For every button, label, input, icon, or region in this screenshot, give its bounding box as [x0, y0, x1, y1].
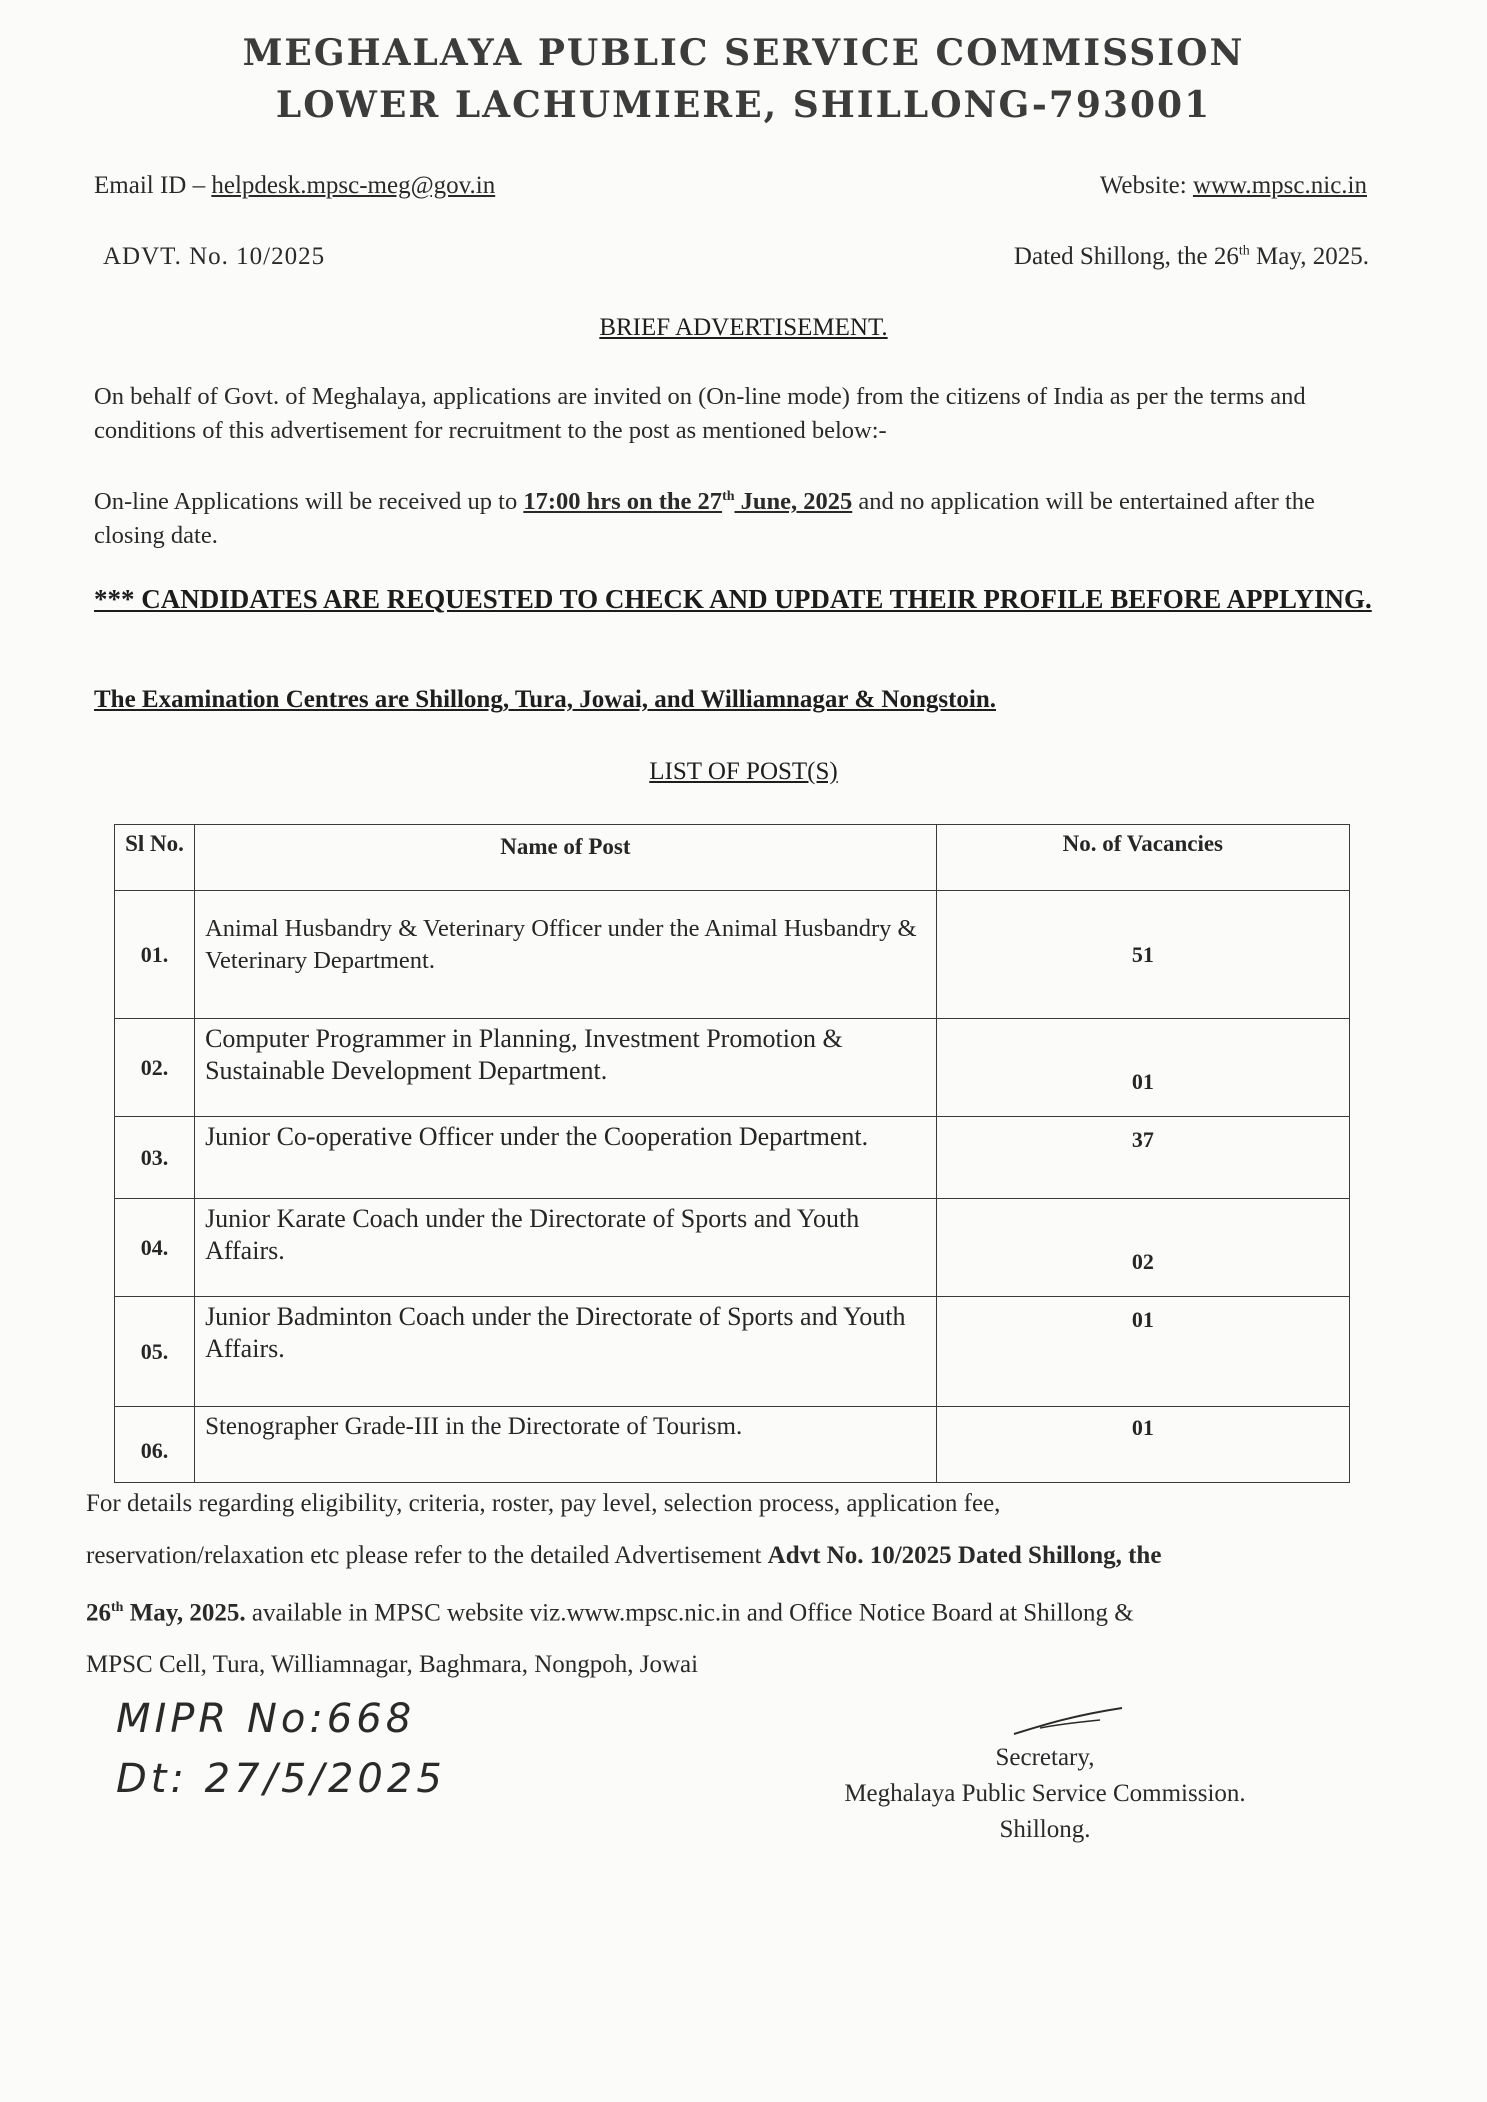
row-sl: 02. — [115, 1019, 195, 1117]
header-vacancies: No. of Vacancies — [936, 825, 1349, 891]
row-post: Junior Karate Coach under the Directorate of Sports and Youth Affairs. — [195, 1199, 937, 1297]
handwritten-mipr: MIPR No:668 — [116, 1696, 416, 1742]
details-line-2-bold: Advt No. 10/2025 Dated Shillong, the — [767, 1542, 1162, 1569]
signature-title: Secretary, — [995, 1744, 1095, 1771]
table-header-row — [115, 825, 1350, 891]
posts-table — [114, 824, 1350, 1483]
advt-date — [1014, 243, 1369, 271]
profile-notice: *** CANDIDATES ARE REQUESTED TO CHECK AND UPDATE THEIR PROFILE BEFORE APPLYING. — [94, 584, 1372, 614]
deadline-paragraph — [94, 480, 1384, 553]
org-name: MEGHALAYA PUBLIC SERVICE COMMISSION — [242, 32, 1245, 74]
details-line-3 — [86, 1582, 1386, 1639]
details-line-3-post: available in MPSC website viz.www.mpsc.nic.in and Office Notice Board at Shillong & — [245, 1599, 1134, 1627]
row-vacancies: 01 — [936, 1297, 1349, 1407]
table-row — [115, 1297, 1350, 1407]
deadline-time: 17:00 hrs on the 27 — [523, 488, 723, 516]
email-line — [94, 172, 495, 200]
row-vacancies: 37 — [936, 1117, 1349, 1199]
row-vacancies: 02 — [936, 1199, 1349, 1297]
details-line-2 — [86, 1530, 1386, 1582]
website-label: Website: — [1099, 172, 1193, 199]
header-post: Name of Post — [195, 825, 937, 891]
date-sup: th — [1238, 243, 1250, 259]
details-paragraph — [86, 1478, 1386, 1691]
details-line-3-sup: th — [111, 1600, 124, 1615]
table-row — [115, 891, 1350, 1019]
details-line-3-bold: 26 — [86, 1599, 111, 1627]
row-sl: 04. — [115, 1199, 195, 1297]
deadline-pre: On-line Applications will be received up to — [94, 488, 524, 516]
handwritten-date: Dt: 27/5/2025 — [116, 1756, 446, 1802]
details-line-1: For details regarding eligibility, criteria, roster, pay level, selection process, application fee, — [86, 1490, 1001, 1517]
row-vacancies: 01 — [936, 1019, 1349, 1117]
header-sl: Sl No. — [115, 825, 195, 891]
table-row — [115, 1407, 1350, 1483]
row-vacancies: 51 — [936, 891, 1349, 1019]
date-prefix: Dated Shillong, the 26 — [1013, 243, 1239, 270]
row-vacancies: 01 — [936, 1407, 1349, 1483]
deadline-date: June, 2025 — [734, 488, 853, 516]
table-row — [115, 1019, 1350, 1117]
details-line-3-bold2: May, 2025. — [123, 1599, 246, 1627]
row-post: Junior Badminton Coach under the Directorate of Sports and Youth Affairs. — [195, 1297, 937, 1407]
row-sl: 03. — [115, 1117, 195, 1199]
deadline-sup: th — [722, 489, 735, 504]
website-link[interactable]: www.mpsc.nic.in — [1192, 172, 1367, 199]
row-sl: 01. — [115, 891, 195, 1019]
date-suffix: May, 2025. — [1249, 243, 1369, 270]
signature-scribble — [1010, 1700, 1130, 1740]
list-title: LIST OF POST(S) — [649, 758, 838, 785]
signature-place: Shillong. — [999, 1816, 1091, 1843]
org-address: LOWER LACHUMIERE, SHILLONG-793001 — [275, 84, 1212, 126]
deadline-post: and no application will be entertained after the closing date. — [94, 488, 1315, 550]
details-line-2-pre: reservation/relaxation etc please refer to the detailed Advertisement — [86, 1542, 768, 1569]
intro-paragraph: On behalf of Govt. of Meghalaya, applications are invited on (On-line mode) from the citizens of India as per the terms and conditions of this advertisement for recruitment to the post as mentioned below:- — [94, 383, 1306, 444]
row-post: Computer Programmer in Planning, Investment Promotion & Sustainable Development Department. — [195, 1019, 937, 1117]
advt-number: ADVT. No. 10/2025 — [103, 243, 326, 270]
exam-centres: The Examination Centres are Shillong, Tura, Jowai, and Williamnagar & Nongstoin. — [94, 686, 997, 713]
table-row — [115, 1117, 1350, 1199]
row-post: Animal Husbandry & Veterinary Officer under the Animal Husbandry & Veterinary Department. — [195, 891, 937, 1019]
row-post: Junior Co-operative Officer under the Cooperation Department. — [195, 1117, 937, 1199]
table-row — [115, 1199, 1350, 1297]
signature-org: Meghalaya Public Service Commission. — [844, 1780, 1246, 1807]
details-line-4: MPSC Cell, Tura, Williamnagar, Baghmara, Nongpoh, Jowai — [86, 1651, 699, 1679]
row-sl: 05. — [115, 1297, 195, 1407]
doc-title: BRIEF ADVERTISEMENT. — [599, 314, 888, 341]
signature-block — [780, 1740, 1310, 1848]
email-link[interactable]: helpdesk.mpsc-meg@gov.in — [211, 172, 496, 199]
website-line — [1100, 172, 1367, 200]
row-post: Stenographer Grade-III in the Directorate of Tourism. — [195, 1407, 937, 1483]
email-label: Email ID – — [94, 172, 212, 199]
row-sl: 06. — [115, 1407, 195, 1483]
